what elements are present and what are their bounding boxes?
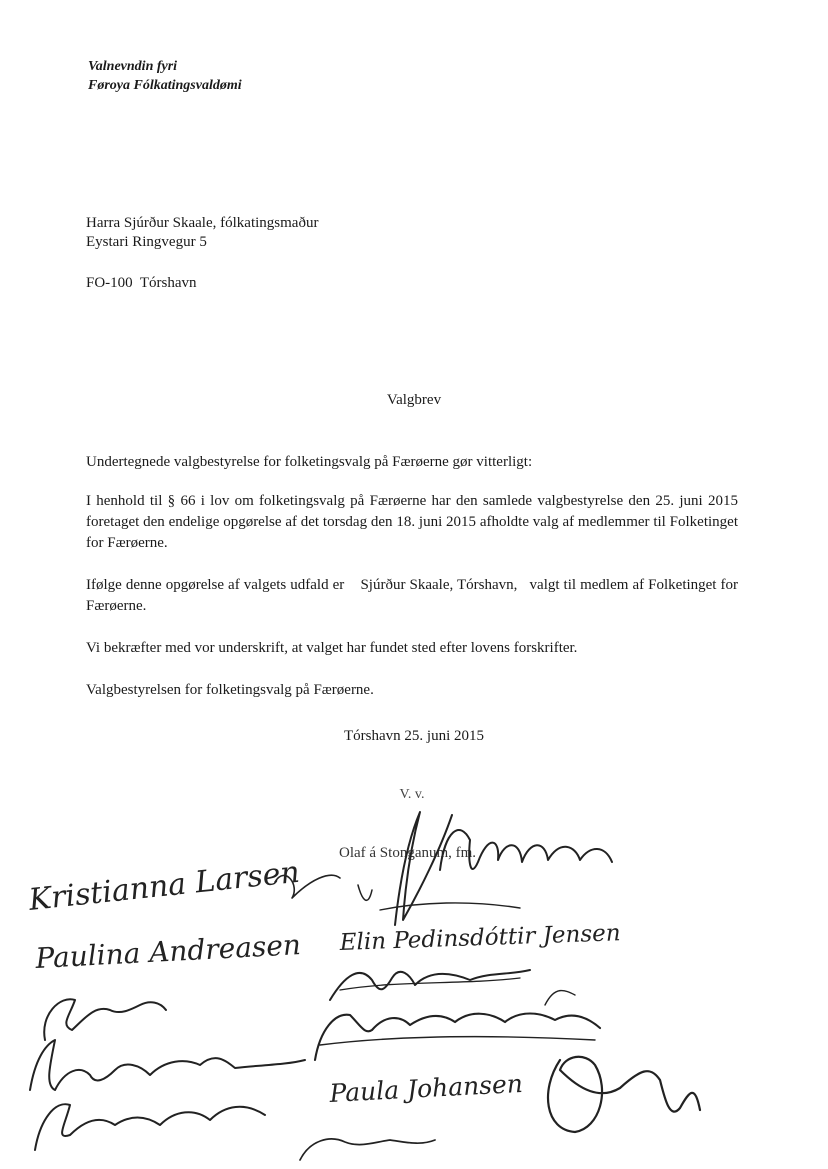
signature-paulina-andreasen xyxy=(34,928,302,975)
place-and-date: Tórshavn 25. juni 2015 xyxy=(344,728,484,744)
recipient-postal: FO-100 Tórshavn xyxy=(86,275,197,291)
document-title: Valgbrev xyxy=(386,392,442,408)
closing-line: Valgbestyrelsen for folketingsvalg på Færøerne. xyxy=(86,682,374,698)
signature-center-long xyxy=(315,1014,600,1061)
signature-kristianna-larsen xyxy=(26,855,372,918)
paragraph-result xyxy=(86,575,738,617)
elected-member: Sjúrður Skaale, Tórshavn, xyxy=(360,577,518,593)
paragraph-legal-basis: I henhold til § 66 i lov om folketingsvalg på Færøerne har den samlede valgbestyrelse den 25. juni 2015 foretaget den endelige opgørelse af det torsdag den 18. juni 2015 afholdte valg af medlemmer til Folketinget for Færøerne. xyxy=(86,493,738,551)
signature-bottom-right xyxy=(548,1057,700,1132)
recipient-name: Harra Sjúrður Skaale, fólkatingsmaður xyxy=(86,215,319,231)
result-text-a: Ifølge denne opgørelse af valgets udfald er xyxy=(86,577,345,593)
signature-left-scribble-2 xyxy=(30,1040,305,1090)
chairman-name: Olaf á Stonganum, fm. xyxy=(339,845,477,861)
letterhead xyxy=(88,57,242,95)
signature-top-right xyxy=(380,812,612,925)
letterhead-line-1: Valnevndin fyri xyxy=(88,59,178,74)
intro-paragraph: Undertegnede valgbestyrelse for folketingsvalg på Færøerne gør vitterligt: xyxy=(86,454,533,470)
signature-bottom-left xyxy=(35,1104,265,1150)
signatures-block xyxy=(0,790,828,1169)
svg-text:Kristianna Larsen: Kristianna Larsen xyxy=(27,854,302,918)
letterhead-line-2: Føroya Fólkatingsvaldømi xyxy=(88,78,242,93)
paragraph-confirmation: Vi bekræfter med vor underskrift, at valget har fundet sted efter lovens forskrifter. xyxy=(86,640,578,656)
signature-paula-johansen xyxy=(328,1069,524,1108)
result-text-b: valgt til medlem af Folketinget for Færøerne. xyxy=(86,577,739,614)
signature-elin-jensen xyxy=(338,920,621,956)
svg-text:Elin Pedinsdóttir Jensen: Elin Pedinsdóttir Jensen xyxy=(339,920,622,956)
svg-text:Paulina Andreasen: Paulina Andreasen xyxy=(34,928,302,975)
letter-body xyxy=(86,452,738,722)
signature-left-scribble-1 xyxy=(44,999,166,1040)
vv-mark: V. v. xyxy=(399,787,425,802)
recipient-address xyxy=(86,214,318,293)
svg-text:Paula Johansen: Paula Johansen xyxy=(328,1068,524,1108)
recipient-street: Eystari Ringvegur 5 xyxy=(86,234,207,250)
signature-middle-right xyxy=(330,970,575,1005)
signature-bottom-center xyxy=(300,1139,435,1160)
